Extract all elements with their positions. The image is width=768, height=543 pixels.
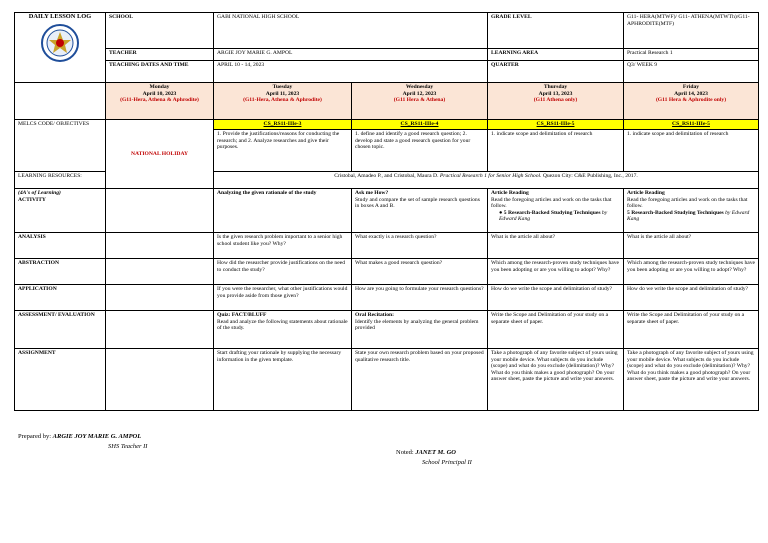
objective-friday: 1. indicate scope and delimitation of research bbox=[624, 130, 759, 172]
application-tuesday: If you were the researcher, what other justifications would you provide aside from those given? bbox=[214, 285, 352, 311]
assignment-wednesday: State your own research problem based on your proposed qualitative research title. bbox=[352, 349, 488, 411]
grade-value: G11- HERA(MTWF)/ G11- ATHENA(MTWTh)/G11- APHRODITE(MTF) bbox=[624, 13, 759, 49]
activity-label: (4A's of Learning) ACTIVITY bbox=[15, 189, 106, 233]
abstraction-wednesday: What makes a good research question? bbox=[352, 259, 488, 285]
objective-wednesday: 1. define and identify a good research question; 2. develop and state a good research question for your chosen topic. bbox=[352, 130, 488, 172]
objective-tuesday: 1. Provide the justifications/reasons for conducting the research; and 2. Analyze researches and give their purposes. bbox=[214, 130, 352, 172]
day-header-wednesday: Wednesday April 12, 2023 (G11 Hera & Athena) bbox=[352, 83, 488, 120]
day-header-friday: Friday April 14, 2023 (G11 Hera & Aphrodite only) bbox=[624, 83, 759, 120]
analysis-monday bbox=[106, 233, 214, 259]
objective-thursday: 1. indicate scope and delimitation of research bbox=[488, 130, 624, 172]
learning-area-value: Practical Research 1 bbox=[624, 49, 759, 61]
deped-seal-icon bbox=[40, 23, 80, 63]
abstraction-friday: Which among the research-proven study techniques have you been adopting or are you willing to adopt? Why? bbox=[624, 259, 759, 285]
melc-code-tuesday: CS_RS11-IIIe-3 bbox=[214, 120, 352, 130]
assessment-friday: Write the Scope and Delimitation of your study on a separate sheet of paper. bbox=[624, 311, 759, 349]
activity-monday bbox=[106, 189, 214, 233]
day-header-tuesday: Tuesday April 11, 2023 (G11-Hera, Athena & Aphrodite) bbox=[214, 83, 352, 120]
assessment-tuesday: Quiz: FACT/BLUFF Read and analyze the following statements about rationale of the study. bbox=[214, 311, 352, 349]
resources-citation: Cristobal, Amadeo P., and Cristobal, Maura D. Practical Research 1 for Senior High School. Quezon City: C&E Publishing, Inc., 2017. bbox=[214, 172, 759, 189]
dates-value: APRIL 10 - 14, 2023 bbox=[214, 61, 488, 83]
melc-code-friday: CS_RS11-IIIe-5 bbox=[624, 120, 759, 130]
melcs-label: MELCS CODE/ OBJECTIVES bbox=[15, 120, 106, 172]
application-thursday: How do we write the scope and delimitation of study? bbox=[488, 285, 624, 311]
learning-area-label: LEARNING AREA bbox=[488, 49, 624, 61]
assignment-label: ASSIGNMENT bbox=[15, 349, 106, 411]
noted-role: School Principal II bbox=[422, 459, 472, 466]
assessment-monday bbox=[106, 311, 214, 349]
noted-by: Noted: JANET M. GO bbox=[396, 449, 456, 456]
grade-label: GRADE LEVEL bbox=[488, 13, 624, 49]
activity-wednesday: Ask me How? Study and compare the set of sample research questions in boxes A and B. bbox=[352, 189, 488, 233]
application-wednesday: How are you going to formulate your research questions? bbox=[352, 285, 488, 311]
abstraction-tuesday: How did the researcher provide justifications on the need to conduct the study? bbox=[214, 259, 352, 285]
header-logo-cell bbox=[15, 13, 106, 83]
abstraction-thursday: Which among the research-proven study techniques have you been adopting or are you willing to adopt? Why? bbox=[488, 259, 624, 285]
prepared-role: SHS Teacher II bbox=[108, 443, 148, 450]
teacher-value: ARGIE JOY MARIE G. AMPOL bbox=[214, 49, 488, 61]
analysis-friday: What is the article all about? bbox=[624, 233, 759, 259]
analysis-thursday: What is the article all about? bbox=[488, 233, 624, 259]
melc-code-thursday: CS_RS11-IIIe-5 bbox=[488, 120, 624, 130]
activity-friday: Article Reading Read the foregoing articles and work on the tasks that follow. 5 Research-Backed Studying Techniques by Edward Kang bbox=[624, 189, 759, 233]
activity-thursday: Article Reading Read the foregoing articles and work on the tasks that follow. ● 5 Research-Backed Studying Techniques by Edward Kang bbox=[488, 189, 624, 233]
day-corner-cell bbox=[15, 83, 106, 120]
abstraction-monday bbox=[106, 259, 214, 285]
abstraction-label: ABSTRACTION bbox=[15, 259, 106, 285]
analysis-label: ANALYSIS bbox=[15, 233, 106, 259]
assignment-monday bbox=[106, 349, 214, 411]
school-label: SCHOOL bbox=[106, 13, 214, 49]
application-monday bbox=[106, 285, 214, 311]
assessment-label: ASSESSMENT/ EVALUATION bbox=[15, 311, 106, 349]
school-value: GABI NATIONAL HIGH SCHOOL bbox=[214, 13, 488, 49]
lesson-log-table bbox=[14, 12, 759, 411]
log-title: DAILY LESSON LOG bbox=[28, 13, 92, 20]
day-header-monday: Monday April 10, 2023 (G11-Hera, Athena & Aphrodite) bbox=[106, 83, 214, 120]
assessment-wednesday: Oral Recitation: Identify the elements by analyzing the general problem provided bbox=[352, 311, 488, 349]
assessment-thursday: Write the Scope and Delimitation of your study on a separate sheet of paper. bbox=[488, 311, 624, 349]
quarter-label: QUARTER bbox=[488, 61, 624, 83]
resources-label: LEARNING RESOURCES: bbox=[15, 172, 106, 189]
analysis-tuesday: Is the given research problem important to a senior high school student like you? Why? bbox=[214, 233, 352, 259]
assignment-friday: Take a photograph of any favorite subject of yours using your mobile device. What subjects do you include (scope) and what do you exclude (delimitation)? Why? What do you think makes a good photograph? On your answer sheet, paste the picture and write your answers. bbox=[624, 349, 759, 411]
activity-tuesday: Analyzing the given rationale of the study bbox=[214, 189, 352, 233]
teacher-label: TEACHER bbox=[106, 49, 214, 61]
prepared-by: Prepared by: ARGIE JOY MARIE G. AMPOL bbox=[18, 433, 142, 440]
melc-code-wednesday: CS_RS11-IIIe-4 bbox=[352, 120, 488, 130]
national-holiday: NATIONAL HOLIDAY bbox=[106, 120, 214, 189]
application-friday: How do we write the scope and delimitation of study? bbox=[624, 285, 759, 311]
assignment-thursday: Take a photograph of any favorite subject of yours using your mobile device. What subjects do you include (scope) and what do you exclude (delimitation)? Why? What do you think makes a good photograph? On your answer sheet, paste the picture and write your answers. bbox=[488, 349, 624, 411]
application-label: APPLICATION bbox=[15, 285, 106, 311]
quarter-value: Q3/ WEEK 9 bbox=[624, 61, 759, 83]
assignment-tuesday: Start drafting your rationale by supplying the necessary information in the given template. bbox=[214, 349, 352, 411]
analysis-wednesday: What exactly is a research question? bbox=[352, 233, 488, 259]
day-header-thursday: Thursday April 13, 2023 (G11 Athena only) bbox=[488, 83, 624, 120]
dates-label: TEACHING DATES AND TIME bbox=[106, 61, 214, 83]
